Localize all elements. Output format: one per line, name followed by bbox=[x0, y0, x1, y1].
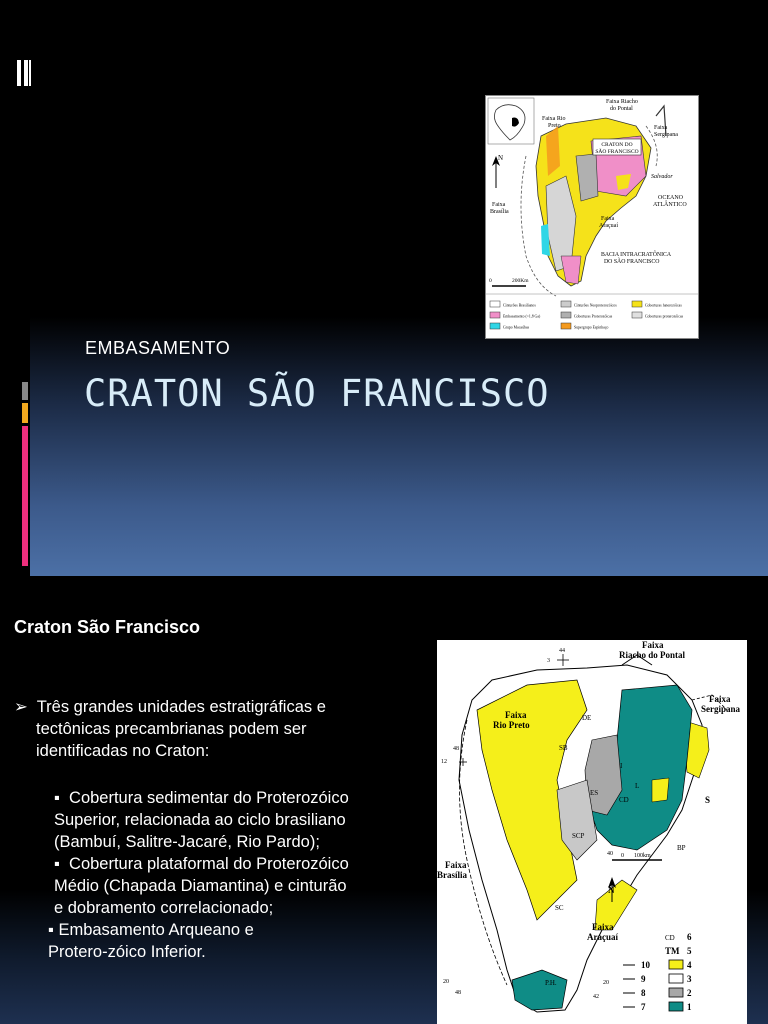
map2-code-l: L bbox=[635, 782, 640, 790]
map2-riacho-label-1: Faixa bbox=[642, 640, 664, 650]
map2-legend-number: 7 bbox=[641, 1002, 646, 1012]
map2-legend-number: 4 bbox=[687, 960, 692, 970]
map1-rio-preto-label-2: Preto bbox=[548, 123, 561, 129]
sub-bullet-2 bbox=[14, 853, 414, 919]
map2-brasilia-label-1: Faixa bbox=[445, 860, 467, 870]
map2-legend-number: 9 bbox=[641, 974, 646, 984]
map2-coord-40: 40 bbox=[607, 851, 613, 857]
slide2-body bbox=[14, 696, 414, 963]
map2-aracuai-label-2: Araçuaí bbox=[587, 932, 618, 942]
accent-bar-gray bbox=[22, 382, 28, 400]
map2-code-ph: P.H. bbox=[545, 979, 557, 987]
map2-code-sc: SC bbox=[555, 904, 564, 912]
sub-bullet-3-line-1: Embasamento Arqueano e bbox=[58, 921, 254, 939]
map2-scale-zero: 0 bbox=[621, 853, 624, 859]
craton-map-detailed bbox=[437, 640, 747, 1024]
map2-north-label: N bbox=[608, 885, 615, 895]
slide1-title: CRATON SÃO FRANCISCO bbox=[84, 372, 550, 415]
map2-legend-number: 2 bbox=[687, 988, 692, 998]
map1-aracuai-label-1: Faixa bbox=[601, 216, 615, 222]
sub-bullet-2-line-3: e dobramento correlacionado; bbox=[54, 899, 274, 917]
map1-legend-swatch bbox=[490, 301, 500, 307]
map2-legend-swatch bbox=[669, 960, 683, 969]
map2-legend-number: 5 bbox=[687, 946, 692, 956]
craton-map-detailed-svg bbox=[437, 640, 747, 1024]
map1-scale-label: 200Km bbox=[512, 278, 529, 284]
map2-legend-cd: CD bbox=[665, 934, 675, 942]
map1-brasilia-label-2: Brasília bbox=[490, 209, 509, 215]
map1-legend-swatch bbox=[561, 312, 571, 318]
map1-oceano-label-2: ATLÂNTICO bbox=[653, 202, 687, 208]
accent-bar-orange bbox=[22, 403, 28, 423]
sub-bullet-3 bbox=[14, 919, 414, 963]
map2-scale-label: 100km bbox=[634, 853, 651, 859]
square-bullet-icon: ▪ bbox=[54, 789, 60, 807]
main-bullet-line-2: tectônicas precambrianas podem ser bbox=[36, 720, 307, 738]
slide1-subtitle: EMBASAMENTO bbox=[85, 338, 231, 358]
map1-legend-swatch bbox=[561, 323, 571, 329]
map1-bacia-label-1: BACIA INTRACRATÔNICA bbox=[601, 252, 672, 258]
map1-sergipana-label-2: Sergipana bbox=[654, 132, 678, 138]
sub-bullet-1-line-2: Superior, relacionada ao ciclo brasiliano bbox=[54, 811, 346, 829]
map2-coord-20b: 20 bbox=[603, 980, 609, 986]
map1-scale-zero: 0 bbox=[489, 278, 492, 284]
map1-legend-label: Cinturões Brasilianos bbox=[503, 303, 536, 308]
slide2-title: Craton São Francisco bbox=[14, 617, 201, 637]
map2-rio-preto-label-1: Faixa bbox=[505, 710, 527, 720]
map2-code-es: ES bbox=[590, 789, 599, 797]
map1-legend-label: Coberturas fanerozóicas bbox=[645, 303, 682, 308]
map2-riacho-label-2: Riacho do Pontal bbox=[619, 650, 686, 660]
map2-rio-preto-label-2: Rio Preto bbox=[493, 720, 530, 730]
map1-rio-preto-label-1: Faixa Rio bbox=[542, 116, 566, 122]
map1-legend-label: Grupo Macaúbas bbox=[503, 325, 530, 330]
map1-legend-swatch bbox=[490, 323, 500, 329]
sub-bullet-3-line-2: Protero-zóico Inferior. bbox=[48, 943, 206, 961]
sub-bullet-1 bbox=[14, 787, 414, 853]
map1-legend-label: Embasamento (>1,8 Ga) bbox=[503, 314, 541, 319]
map1-riacho-label-2: do Pontal bbox=[610, 106, 633, 112]
map2-sergipana-label-2: Sergipana bbox=[701, 704, 741, 714]
map2-legend-number: 3 bbox=[687, 974, 692, 984]
map2-legend-swatch bbox=[669, 988, 683, 997]
slide-2 bbox=[0, 576, 768, 1024]
map1-legend-label: Coberturas proterozóicas bbox=[645, 314, 684, 319]
map2-code-i: I bbox=[620, 762, 623, 770]
map2-legend-tm: TM bbox=[665, 946, 680, 956]
map1-craton-label-1: CRATON DO bbox=[601, 142, 633, 148]
map2-code-sb: SB bbox=[559, 744, 568, 752]
map1-craton-label-2: SÃO FRANCISCO bbox=[595, 149, 639, 155]
main-bullet-line-1: Três grandes unidades estratigráficas e bbox=[36, 698, 326, 716]
map2-coord-20: 20 bbox=[443, 979, 449, 985]
map1-sergipana-label-1: Faixa bbox=[654, 125, 668, 131]
accent-bar-pink bbox=[22, 426, 28, 566]
map2-coord-48b: 48 bbox=[455, 990, 461, 996]
map2-legend-number: 10 bbox=[641, 960, 650, 970]
square-bullet-icon: ▪ bbox=[54, 855, 60, 873]
map2-legend-number: 1 bbox=[687, 1002, 692, 1012]
map2-code-de: DE bbox=[582, 714, 592, 722]
map1-legend-label: Supergrupo Espinhaço bbox=[574, 325, 609, 330]
map1-north-label: N bbox=[498, 154, 504, 162]
map2-brasilia-label-2: Brasília bbox=[437, 870, 468, 880]
map2-legend-swatch bbox=[669, 1002, 683, 1011]
map2-coord-48: 48 bbox=[453, 746, 459, 752]
map2-legend-number: 8 bbox=[641, 988, 646, 998]
map1-brasilia-label-1: Faixa bbox=[492, 202, 506, 208]
map2-legend-swatch bbox=[669, 974, 683, 983]
arrow-bullet-icon: ➢ bbox=[14, 698, 28, 716]
main-bullet bbox=[14, 696, 414, 762]
craton-map-overview bbox=[485, 95, 699, 339]
sub-bullet-2-line-2: Médio (Chapada Diamantina) e cinturão bbox=[54, 877, 347, 895]
map2-code-cd: CD bbox=[619, 796, 629, 804]
map2-coord-42: 42 bbox=[593, 994, 599, 1000]
map1-legend-swatch bbox=[632, 312, 642, 318]
map1-legend-label: Cinturões Neoproterozóicos bbox=[574, 303, 617, 308]
map1-bacia-label-2: DO SÃO FRANCISCO bbox=[604, 259, 660, 265]
map1-legend-swatch bbox=[490, 312, 500, 318]
map1-oceano-label-1: OCEANO bbox=[658, 195, 683, 201]
map2-sergipana-label-1: Faixa bbox=[709, 694, 731, 704]
map2-legend bbox=[623, 932, 692, 1012]
main-bullet-line-3: identificadas no Craton: bbox=[36, 742, 210, 760]
map2-code-bp: BP bbox=[677, 844, 686, 852]
sub-bullet-1-line-1: Cobertura sedimentar do Proterozóico bbox=[69, 789, 349, 807]
map2-legend-number: 6 bbox=[687, 932, 692, 942]
map2-coord-12: 12 bbox=[441, 759, 447, 765]
map2-coord-44: 44 bbox=[559, 648, 565, 654]
map2-code-s: S bbox=[705, 795, 711, 805]
map1-aracuai-label-2: Araçuaí bbox=[599, 223, 618, 229]
map2-aracuai-label-1: Faixa bbox=[592, 922, 614, 932]
map1-legend-label: Coberturas Proterozóicas bbox=[574, 314, 613, 319]
map1-legend-swatch bbox=[561, 301, 571, 307]
sub-bullet-1-line-3: (Bambuí, Salitre-Jacaré, Rio Pardo); bbox=[54, 833, 320, 851]
left-accent-stripe bbox=[0, 0, 30, 576]
map2-coord-3: 3 bbox=[547, 658, 550, 664]
craton-map-overview-svg bbox=[486, 96, 698, 338]
map2-code-scp: SCP bbox=[572, 832, 585, 840]
map1-legend-swatch bbox=[632, 301, 642, 307]
map1-salvador-label: Salvador bbox=[651, 174, 673, 180]
map1-riacho-label-1: Faixa Riacho bbox=[606, 99, 638, 105]
sub-bullet-2-line-1: Cobertura plataformal do Proterozóico bbox=[69, 855, 349, 873]
map1-legend bbox=[490, 301, 684, 330]
square-bullet-icon: ▪ bbox=[48, 921, 54, 939]
